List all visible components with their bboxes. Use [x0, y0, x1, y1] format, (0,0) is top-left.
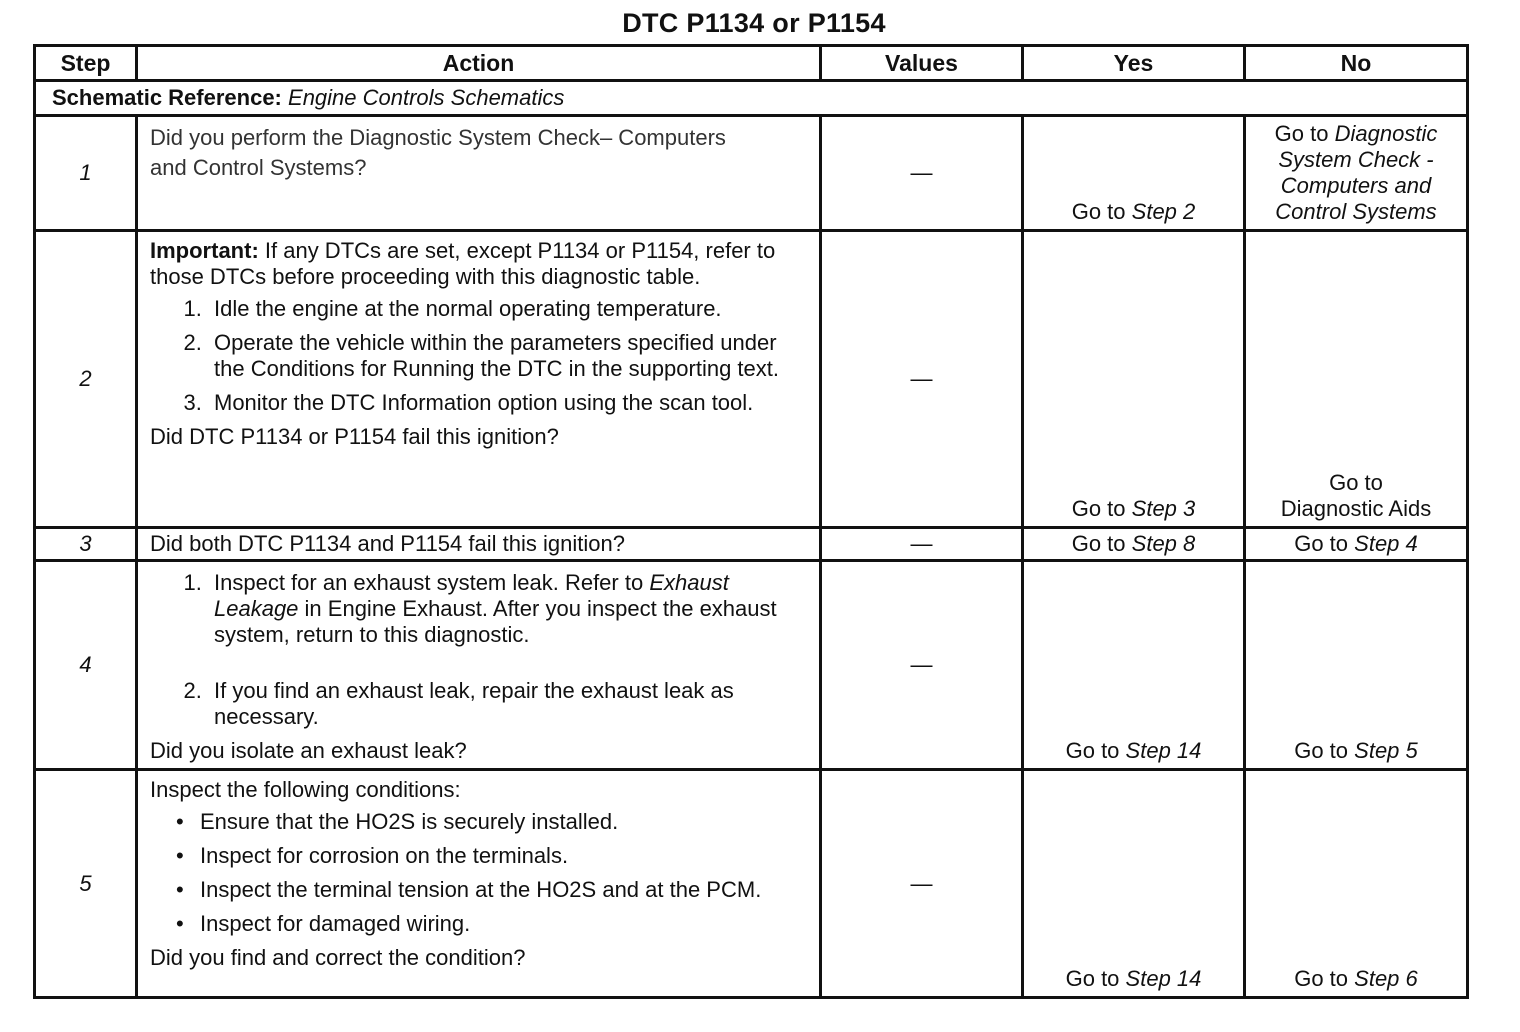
action-line: and Control Systems? [150, 155, 367, 180]
list-item: • Inspect for damaged wiring. [176, 911, 471, 936]
yes-prefix: Go to [1071, 531, 1126, 556]
action-cell [137, 561, 821, 770]
question: Did you find and correct the condition? [150, 945, 526, 970]
list-item: 3. Monitor the DTC Information option using the scan tool. [208, 390, 809, 416]
list-item: • Inspect the terminal tension at the HO2S and at the PCM. [176, 877, 762, 902]
yes-cell [1023, 528, 1245, 561]
table-row [35, 231, 1468, 528]
no-link[interactable]: Diagnostic [1334, 121, 1438, 146]
important-label: Important: [150, 238, 259, 263]
yes-link[interactable]: Step 2 [1131, 199, 1196, 224]
list-item: 1. Idle the engine at the normal operating temperature. [208, 296, 809, 322]
values-cell: — [821, 770, 1023, 998]
list-item: • Ensure that the HO2S is securely installed. [176, 809, 619, 834]
list-item: • Inspect for corrosion on the terminals. [176, 843, 569, 868]
schematic-label: Schematic Reference: [52, 85, 282, 110]
no-link[interactable]: Step 6 [1354, 966, 1418, 991]
document-title: DTC P1134 or P1154 [622, 8, 886, 38]
action-cell [137, 231, 821, 528]
values-cell: — [821, 561, 1023, 770]
header-row [35, 46, 1468, 81]
no-cell [1245, 116, 1468, 231]
yes-link[interactable]: Step 14 [1125, 966, 1202, 991]
action-cell [137, 116, 821, 231]
yes-prefix: Go to [1071, 199, 1126, 224]
bullet-icon: • [176, 843, 184, 868]
action-cell [137, 770, 821, 998]
action-line: Did you perform the Diagnostic System Check– Computers [150, 125, 726, 150]
table-row [35, 561, 1468, 770]
step-number: 4 [35, 561, 137, 770]
yes-prefix: Go to [1071, 496, 1126, 521]
exhaust-leakage-link[interactable]: Exhaust Leakage [214, 570, 729, 621]
no-prefix: Go to [1329, 470, 1383, 495]
list-item: 2. Operate the vehicle within the parameters specified under the Conditions for Running the DTC in the supporting text. [208, 330, 809, 382]
item-text: Inspect for an exhaust system leak. Refer to [214, 570, 644, 595]
no-link[interactable]: Diagnostic Aids [1280, 496, 1432, 521]
values-cell: — [821, 528, 1023, 561]
important-note [150, 238, 809, 290]
question: Did both DTC P1134 and P1154 fail this ignition? [150, 531, 625, 556]
yes-link[interactable]: Step 3 [1131, 496, 1196, 521]
list-item [208, 570, 809, 648]
yes-cell [1023, 770, 1245, 998]
important-text: If any DTCs are set, except P1134 or P1154, refer to those DTCs before proceeding with this diagnostic table. [150, 238, 776, 289]
no-link[interactable]: Control Systems [1275, 199, 1437, 224]
table-row [35, 528, 1468, 561]
bullet-icon: • [176, 877, 184, 902]
no-link[interactable]: Step 5 [1354, 738, 1418, 763]
bullet-icon: • [176, 911, 184, 936]
values-cell: — [821, 231, 1023, 528]
yes-cell [1023, 231, 1245, 528]
schematic-link[interactable]: Engine Controls Schematics [288, 85, 565, 110]
header-yes: Yes [1023, 46, 1245, 81]
yes-link[interactable]: Step 8 [1131, 531, 1196, 556]
yes-cell [1023, 561, 1245, 770]
yes-prefix: Go to [1065, 966, 1120, 991]
header-values: Values [821, 46, 1023, 81]
action-cell [137, 528, 821, 561]
values-cell: — [821, 116, 1023, 231]
step-number: 5 [35, 770, 137, 998]
header-action: Action [137, 46, 821, 81]
item-text: in Engine Exhaust. After you inspect the exhaust system, return to this diagnostic. [214, 596, 777, 647]
procedure-list [150, 570, 809, 730]
question: Did DTC P1134 or P1154 fail this ignition? [150, 424, 559, 449]
step-number: 2 [35, 231, 137, 528]
header-step: Step [35, 46, 137, 81]
header-no: No [1245, 46, 1468, 81]
no-cell [1245, 528, 1468, 561]
diagnostic-table [33, 44, 1469, 999]
no-link[interactable]: System Check - [1278, 147, 1434, 172]
step-number: 1 [35, 116, 137, 231]
no-prefix: Go to [1294, 738, 1349, 763]
schematic-row [35, 81, 1468, 116]
step-number: 3 [35, 528, 137, 561]
yes-prefix: Go to [1065, 738, 1120, 763]
schematic-reference [35, 81, 1468, 116]
no-prefix: Go to [1294, 966, 1349, 991]
no-prefix: Go to [1294, 531, 1349, 556]
procedure-list [150, 296, 809, 416]
yes-link[interactable]: Step 14 [1125, 738, 1202, 763]
intro-text: Inspect the following conditions: [150, 777, 461, 802]
table-row [35, 116, 1468, 231]
question: Did you isolate an exhaust leak? [150, 738, 467, 763]
bullet-icon: • [176, 809, 184, 834]
no-link[interactable]: Step 4 [1354, 531, 1418, 556]
condition-list [150, 809, 809, 937]
no-link[interactable]: Computers and [1280, 173, 1432, 198]
no-prefix: Go to [1274, 121, 1329, 146]
list-item: 2. If you find an exhaust leak, repair the exhaust leak as necessary. [208, 678, 809, 730]
table-row [35, 770, 1468, 998]
no-cell [1245, 770, 1468, 998]
no-cell [1245, 231, 1468, 528]
yes-cell [1023, 116, 1245, 231]
no-cell [1245, 561, 1468, 770]
